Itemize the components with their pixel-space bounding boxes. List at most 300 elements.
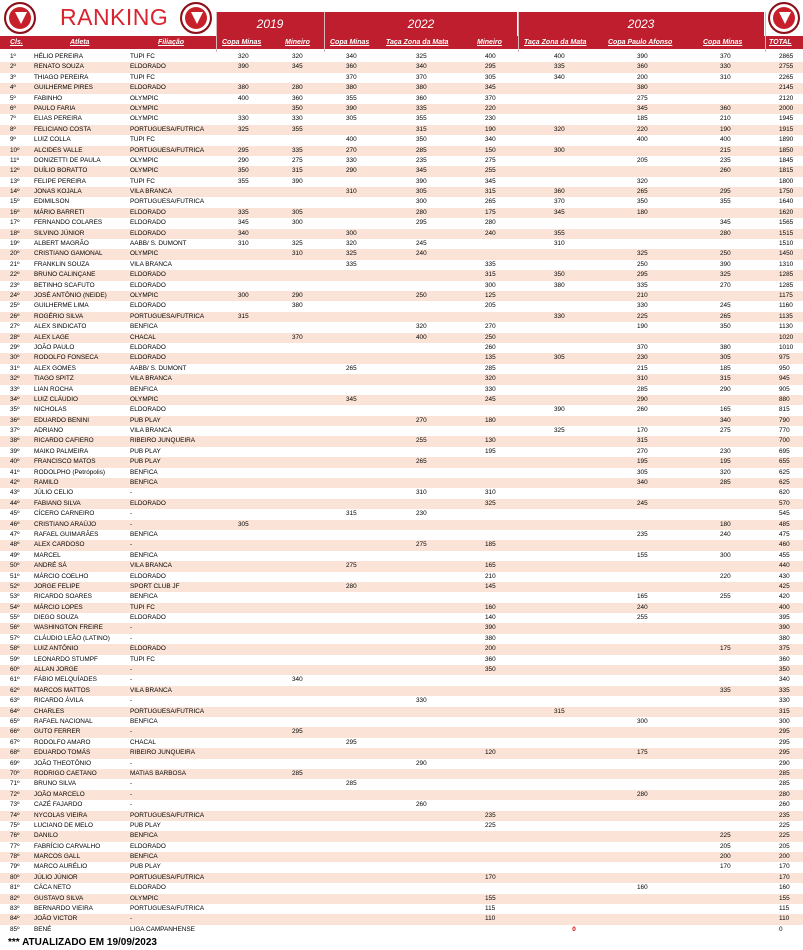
cell-athlete: NICHOLAS bbox=[34, 406, 67, 414]
cell-total: 300 bbox=[779, 718, 790, 725]
cell-copa-minas-2023: 180 bbox=[720, 520, 731, 528]
cell-copa-minas-2019 bbox=[238, 416, 278, 426]
cell-rank: 4º bbox=[10, 84, 16, 92]
cell-copa-minas-2023 bbox=[720, 177, 760, 187]
cell-athlete: CAZÉ FAJARDO bbox=[34, 801, 83, 809]
cell-taca-zona-2022 bbox=[416, 707, 456, 717]
cell-affiliation: PUB PLAY bbox=[130, 821, 161, 829]
cell-copa-minas-2022 bbox=[346, 592, 384, 602]
cell-copa-paulo-afonso bbox=[637, 665, 677, 675]
cell-mineiro-2019: 360 bbox=[292, 94, 303, 102]
cell-total: 425 bbox=[779, 582, 790, 590]
cell-mineiro-2019 bbox=[292, 343, 324, 353]
table-row bbox=[0, 873, 803, 883]
cell-copa-paulo-afonso: 315 bbox=[637, 437, 648, 445]
cell-copa-paulo-afonso: 255 bbox=[637, 614, 648, 622]
cell-taca-zona-2022: 230 bbox=[416, 510, 427, 518]
cell-mineiro-2019 bbox=[292, 862, 324, 872]
cell-mineiro-2019: 330 bbox=[292, 115, 303, 123]
cell-copa-paulo-afonso: 300 bbox=[637, 718, 648, 725]
table-row bbox=[0, 301, 803, 311]
cell-copa-paulo-afonso: 170 bbox=[637, 427, 648, 435]
cell-copa-paulo-afonso: 245 bbox=[637, 499, 648, 507]
cell-copa-paulo-afonso: 380 bbox=[637, 84, 648, 92]
cell-affiliation: VILA BRANCA bbox=[130, 686, 172, 694]
cell-copa-minas-2019 bbox=[238, 852, 278, 862]
table-row bbox=[0, 291, 803, 301]
cell-total: 1850 bbox=[779, 146, 794, 154]
cell-copa-paulo-afonso bbox=[637, 707, 677, 717]
table-row bbox=[0, 914, 803, 924]
table-row bbox=[0, 405, 803, 415]
cell-mineiro-2019 bbox=[292, 135, 324, 145]
cell-total: 430 bbox=[779, 572, 790, 580]
cell-copa-minas-2023 bbox=[720, 623, 760, 633]
cell-affiliation: - bbox=[130, 624, 133, 632]
cell-mineiro-2022: 185 bbox=[485, 541, 496, 549]
cell-taca-zona-2022 bbox=[416, 675, 456, 685]
cell-mineiro-2019 bbox=[292, 426, 324, 436]
cell-mineiro-2019 bbox=[292, 665, 324, 675]
cell-copa-minas-2023 bbox=[720, 727, 760, 737]
cell-copa-minas-2019 bbox=[238, 862, 278, 872]
cell-rank: 71º bbox=[10, 780, 20, 788]
cell-athlete: LUCIANO DE MELO bbox=[34, 821, 93, 829]
cell-mineiro-2022: 135 bbox=[485, 354, 496, 362]
cell-mineiro-2019: 290 bbox=[292, 291, 303, 299]
cell-mineiro-2019 bbox=[292, 385, 324, 395]
cell-affiliation: BENFICA bbox=[130, 479, 158, 487]
cell-taca-zona-2023 bbox=[554, 686, 594, 696]
cell-affiliation: ELDORADO bbox=[130, 572, 166, 580]
cell-taca-zona-2023 bbox=[554, 811, 594, 821]
cell-rank: 35º bbox=[10, 406, 20, 414]
cell-taca-zona-2022: 305 bbox=[416, 188, 427, 196]
cell-affiliation: ELDORADO bbox=[130, 645, 166, 653]
cell-copa-minas-2022 bbox=[346, 696, 384, 706]
cell-athlete: ALLAN JORGE bbox=[34, 666, 79, 674]
cell-copa-minas-2022 bbox=[346, 374, 384, 384]
cell-copa-minas-2019 bbox=[238, 717, 278, 727]
cell-rank: 19º bbox=[10, 240, 20, 248]
cell-copa-minas-2023: 290 bbox=[720, 385, 731, 393]
cell-rank: 29º bbox=[10, 343, 20, 351]
cell-copa-paulo-afonso bbox=[637, 894, 677, 904]
cell-mineiro-2019 bbox=[292, 800, 324, 810]
club-logo-icon bbox=[768, 2, 800, 34]
cell-copa-paulo-afonso bbox=[637, 644, 677, 654]
cell-copa-minas-2019 bbox=[238, 540, 278, 550]
cell-affiliation: ELDORADO bbox=[130, 354, 166, 362]
cell-affiliation: ELDORADO bbox=[130, 614, 166, 622]
cell-copa-minas-2023 bbox=[720, 925, 760, 935]
cell-mineiro-2019 bbox=[292, 364, 324, 374]
cell-athlete: MARCOS MATTOS bbox=[34, 686, 90, 694]
cell-rank: 37º bbox=[10, 427, 20, 435]
cell-copa-minas-2023: 225 bbox=[720, 832, 731, 840]
cell-affiliation: VILA BRANCA bbox=[130, 375, 172, 383]
cell-rank: 51º bbox=[10, 572, 20, 580]
cell-taca-zona-2022 bbox=[416, 520, 456, 530]
cell-copa-paulo-afonso: 320 bbox=[637, 177, 648, 185]
cell-total: 375 bbox=[779, 645, 790, 653]
cell-rank: 30º bbox=[10, 354, 20, 362]
cell-mineiro-2019 bbox=[292, 416, 324, 426]
cell-copa-minas-2022 bbox=[346, 322, 384, 332]
cell-copa-paulo-afonso: 305 bbox=[637, 468, 648, 476]
cell-taca-zona-2023 bbox=[554, 301, 594, 311]
cell-mineiro-2022 bbox=[485, 675, 517, 685]
cell-taca-zona-2022: 360 bbox=[416, 94, 427, 102]
table-row bbox=[0, 520, 803, 530]
cell-rank: 78º bbox=[10, 853, 20, 861]
cell-total: 335 bbox=[779, 686, 790, 694]
table-row bbox=[0, 592, 803, 602]
cell-athlete: NYCOLAS VIEIRA bbox=[34, 811, 88, 819]
cell-rank: 45º bbox=[10, 510, 20, 518]
cell-mineiro-2022: 265 bbox=[485, 198, 496, 206]
cell-athlete: JÚLIO JÚNIOR bbox=[34, 873, 78, 881]
cell-total: 655 bbox=[779, 458, 790, 466]
cell-mineiro-2022 bbox=[485, 727, 517, 737]
cell-copa-minas-2023 bbox=[720, 239, 760, 249]
table-row bbox=[0, 166, 803, 176]
cell-copa-minas-2022: 355 bbox=[346, 94, 357, 102]
cell-taca-zona-2022 bbox=[416, 260, 456, 270]
cell-total: 790 bbox=[779, 416, 790, 424]
cell-rank: 62º bbox=[10, 686, 20, 694]
cell-athlete: DIEGO SOUZA bbox=[34, 614, 79, 622]
cell-copa-minas-2022 bbox=[346, 727, 384, 737]
cell-athlete: PAULO FARIA bbox=[34, 104, 76, 112]
cell-taca-zona-2022 bbox=[416, 229, 456, 239]
cell-mineiro-2019: 305 bbox=[292, 208, 303, 216]
cell-taca-zona-2023 bbox=[554, 634, 594, 644]
cell-rank: 17º bbox=[10, 219, 20, 227]
cell-affiliation: RIBEIRO JUNQUEIRA bbox=[130, 749, 195, 757]
cell-copa-minas-2019 bbox=[238, 364, 278, 374]
cell-mineiro-2022: 200 bbox=[485, 645, 496, 653]
cell-copa-paulo-afonso: 340 bbox=[637, 479, 648, 487]
cell-athlete: FELIPE PEREIRA bbox=[34, 177, 86, 185]
cell-copa-minas-2022 bbox=[346, 675, 384, 685]
cell-copa-minas-2022: 285 bbox=[346, 780, 357, 788]
cell-copa-minas-2019 bbox=[238, 353, 278, 363]
table-row bbox=[0, 187, 803, 197]
cell-copa-minas-2022 bbox=[346, 707, 384, 717]
cell-mineiro-2022 bbox=[485, 239, 517, 249]
cell-copa-paulo-afonso: 295 bbox=[637, 271, 648, 279]
cell-copa-minas-2023: 380 bbox=[720, 343, 731, 351]
cell-taca-zona-2022: 380 bbox=[416, 84, 427, 92]
cell-copa-minas-2022 bbox=[346, 914, 384, 924]
cell-taca-zona-2023 bbox=[554, 135, 594, 145]
cell-athlete: GUTO FERRER bbox=[34, 728, 81, 736]
cell-total: 1515 bbox=[779, 229, 794, 237]
cell-mineiro-2022 bbox=[485, 852, 517, 862]
cell-rank: 83º bbox=[10, 905, 20, 913]
cell-copa-minas-2019: 350 bbox=[238, 167, 249, 175]
cell-total: 770 bbox=[779, 427, 790, 435]
cell-athlete: ADRIANO bbox=[34, 427, 64, 435]
cell-copa-minas-2023: 390 bbox=[720, 260, 731, 268]
cell-taca-zona-2022: 270 bbox=[416, 416, 427, 424]
column-headers bbox=[0, 36, 803, 49]
cell-copa-minas-2023: 240 bbox=[720, 530, 731, 538]
cell-athlete: RICARDO CAFIERO bbox=[34, 437, 94, 445]
cell-copa-minas-2023: 285 bbox=[720, 479, 731, 487]
cell-athlete: ALEX CARDOSO bbox=[34, 541, 85, 549]
cell-mineiro-2019 bbox=[292, 322, 324, 332]
table-row bbox=[0, 883, 803, 893]
cell-copa-paulo-afonso: 175 bbox=[637, 749, 648, 757]
cell-total: 1945 bbox=[779, 115, 794, 123]
cell-copa-minas-2019: 325 bbox=[238, 125, 249, 133]
table-row bbox=[0, 509, 803, 519]
cell-copa-minas-2019: 330 bbox=[238, 115, 249, 123]
cell-taca-zona-2022: 350 bbox=[416, 136, 427, 144]
table-row bbox=[0, 530, 803, 540]
cell-rank: 58º bbox=[10, 645, 20, 653]
cell-affiliation: ELDORADO bbox=[130, 499, 166, 507]
cell-rank: 5º bbox=[10, 94, 16, 102]
cell-affiliation: - bbox=[130, 489, 133, 497]
cell-athlete: FRANCISCO MATOS bbox=[34, 458, 96, 466]
cell-copa-paulo-afonso: 230 bbox=[637, 354, 648, 362]
cell-copa-minas-2019 bbox=[238, 779, 278, 789]
cell-rank: 80º bbox=[10, 873, 20, 881]
table-row bbox=[0, 436, 803, 446]
cell-mineiro-2019 bbox=[292, 488, 324, 498]
cell-copa-minas-2019 bbox=[238, 655, 278, 665]
cell-copa-paulo-afonso: 270 bbox=[637, 447, 648, 455]
cell-mineiro-2019 bbox=[292, 270, 324, 280]
col-header-copa-paulo-afonso: Copa Paulo Afonso bbox=[608, 39, 673, 46]
update-note: *** ATUALIZADO EM 19/09/2023 bbox=[8, 937, 157, 948]
cell-affiliation: AABB/ S. DUMONT bbox=[130, 364, 187, 372]
table-row bbox=[0, 478, 803, 488]
cell-copa-minas-2023 bbox=[720, 769, 760, 779]
cell-copa-minas-2019: 390 bbox=[238, 63, 249, 71]
cell-copa-minas-2022 bbox=[346, 281, 384, 291]
cell-copa-minas-2023: 340 bbox=[720, 416, 731, 424]
cell-copa-minas-2022 bbox=[346, 790, 384, 800]
cell-mineiro-2019 bbox=[292, 623, 324, 633]
cell-mineiro-2022: 275 bbox=[485, 156, 496, 164]
cell-copa-minas-2022 bbox=[346, 291, 384, 301]
cell-taca-zona-2022: 310 bbox=[416, 489, 427, 497]
cell-rank: 9º bbox=[10, 136, 16, 144]
cell-copa-minas-2019 bbox=[238, 343, 278, 353]
table-row bbox=[0, 800, 803, 810]
cell-rank: 33º bbox=[10, 385, 20, 393]
cell-athlete: ALEX GOMES bbox=[34, 364, 76, 372]
cell-copa-minas-2023 bbox=[720, 540, 760, 550]
table-row bbox=[0, 540, 803, 550]
cell-mineiro-2019: 370 bbox=[292, 333, 303, 341]
cell-copa-minas-2023: 275 bbox=[720, 427, 731, 435]
cell-taca-zona-2022 bbox=[416, 447, 456, 457]
cell-affiliation: - bbox=[130, 759, 133, 767]
cell-athlete: CRISTIANO ARAÚJO bbox=[34, 520, 97, 528]
cell-mineiro-2022: 195 bbox=[485, 447, 496, 455]
cell-copa-paulo-afonso bbox=[637, 146, 677, 156]
cell-copa-minas-2022 bbox=[346, 634, 384, 644]
cell-mineiro-2019: 390 bbox=[292, 177, 303, 185]
cell-copa-minas-2019 bbox=[238, 509, 278, 519]
cell-mineiro-2019 bbox=[292, 842, 324, 852]
cell-athlete: MAIKO PALMEIRA bbox=[34, 447, 89, 455]
cell-taca-zona-2022 bbox=[416, 426, 456, 436]
cell-athlete: BENÉ bbox=[34, 925, 52, 933]
cell-athlete: LUIZ ANTÔNIO bbox=[34, 645, 79, 653]
cell-total: 485 bbox=[779, 520, 790, 528]
col-header-cls: Cls. bbox=[10, 39, 23, 46]
cell-copa-paulo-afonso: 165 bbox=[637, 593, 648, 601]
cell-mineiro-2019 bbox=[292, 613, 324, 623]
cell-mineiro-2022: 190 bbox=[485, 125, 496, 133]
cell-taca-zona-2023 bbox=[554, 447, 594, 457]
cell-copa-minas-2023: 265 bbox=[720, 312, 731, 320]
cell-affiliation: ELDORADO bbox=[130, 406, 166, 414]
cell-athlete: EDIMILSON bbox=[34, 198, 70, 206]
cell-taca-zona-2022: 390 bbox=[416, 177, 427, 185]
cell-mineiro-2022: 400 bbox=[485, 53, 496, 60]
cell-taca-zona-2023 bbox=[554, 759, 594, 769]
cell-total: 1915 bbox=[779, 125, 794, 133]
cell-taca-zona-2023: 355 bbox=[554, 229, 565, 237]
cell-mineiro-2019: 340 bbox=[292, 676, 303, 684]
cell-copa-paulo-afonso: 280 bbox=[637, 790, 648, 798]
cell-mineiro-2019 bbox=[292, 655, 324, 665]
cell-mineiro-2022: 165 bbox=[485, 562, 496, 570]
cell-copa-minas-2019 bbox=[238, 333, 278, 343]
cell-taca-zona-2022 bbox=[416, 925, 456, 935]
cell-athlete: LIAN ROCHA bbox=[34, 385, 74, 393]
cell-total: 235 bbox=[779, 811, 790, 819]
cell-copa-minas-2019 bbox=[238, 561, 278, 571]
cell-mineiro-2019 bbox=[292, 457, 324, 467]
cell-athlete: EDUARDO BENINI bbox=[34, 416, 90, 424]
cell-taca-zona-2023 bbox=[554, 842, 594, 852]
cell-copa-minas-2023 bbox=[720, 696, 760, 706]
cell-affiliation: PORTUGUESA/FUTRICA bbox=[130, 811, 205, 819]
cell-taca-zona-2023 bbox=[554, 623, 594, 633]
cell-taca-zona-2022 bbox=[416, 395, 456, 405]
cell-mineiro-2019 bbox=[292, 540, 324, 550]
cell-affiliation: BENFICA bbox=[130, 593, 158, 601]
table-row bbox=[0, 457, 803, 467]
cell-taca-zona-2022 bbox=[416, 613, 456, 623]
cell-rank: 67º bbox=[10, 738, 20, 746]
cell-athlete: MARCOS GALL bbox=[34, 853, 81, 861]
cell-taca-zona-2022 bbox=[416, 894, 456, 904]
table-row bbox=[0, 675, 803, 685]
table-row bbox=[0, 125, 803, 135]
cell-rank: 22º bbox=[10, 271, 20, 279]
cell-copa-minas-2023: 295 bbox=[720, 188, 731, 196]
table-row bbox=[0, 249, 803, 259]
cell-copa-minas-2022: 295 bbox=[346, 738, 357, 746]
cell-mineiro-2022: 270 bbox=[485, 323, 496, 331]
cell-total: 2000 bbox=[779, 104, 794, 112]
cell-total: 295 bbox=[779, 728, 790, 736]
cell-taca-zona-2023 bbox=[554, 364, 594, 374]
cell-mineiro-2019 bbox=[292, 447, 324, 457]
cell-copa-minas-2019: 300 bbox=[238, 291, 249, 299]
cell-rank: 75º bbox=[10, 821, 20, 829]
cell-copa-minas-2019: 290 bbox=[238, 156, 249, 164]
cell-affiliation: - bbox=[130, 697, 133, 705]
table-row bbox=[0, 177, 803, 187]
cell-mineiro-2019 bbox=[292, 904, 324, 914]
cell-taca-zona-2023 bbox=[554, 655, 594, 665]
cell-copa-minas-2023: 220 bbox=[720, 572, 731, 580]
cell-copa-minas-2023: 330 bbox=[720, 63, 731, 71]
cell-copa-minas-2022 bbox=[346, 405, 384, 415]
cell-copa-minas-2023 bbox=[720, 790, 760, 800]
table-row bbox=[0, 416, 803, 426]
cell-rank: 16º bbox=[10, 208, 20, 216]
cell-taca-zona-2022: 320 bbox=[416, 323, 427, 331]
cell-copa-minas-2022 bbox=[346, 603, 384, 613]
cell-taca-zona-2023 bbox=[554, 94, 594, 104]
cell-taca-zona-2022 bbox=[416, 301, 456, 311]
cell-copa-minas-2023 bbox=[720, 83, 760, 93]
cell-mineiro-2019 bbox=[292, 852, 324, 862]
cell-copa-minas-2022 bbox=[346, 551, 384, 561]
cell-copa-minas-2022 bbox=[346, 852, 384, 862]
cell-mineiro-2022 bbox=[485, 457, 517, 467]
table-row bbox=[0, 623, 803, 633]
cell-copa-minas-2022: 345 bbox=[346, 395, 357, 403]
table-row bbox=[0, 769, 803, 779]
cell-affiliation: PUB PLAY bbox=[130, 863, 161, 871]
cell-copa-minas-2023 bbox=[720, 208, 760, 218]
club-logo-icon bbox=[4, 2, 36, 34]
cell-copa-minas-2023 bbox=[720, 613, 760, 623]
cell-mineiro-2019: 325 bbox=[292, 240, 303, 248]
cell-taca-zona-2022 bbox=[416, 572, 456, 582]
cell-copa-paulo-afonso bbox=[637, 904, 677, 914]
cell-copa-minas-2019: 340 bbox=[238, 229, 249, 237]
cell-affiliation: - bbox=[130, 780, 133, 788]
cell-rank: 59º bbox=[10, 655, 20, 663]
cell-copa-minas-2019 bbox=[238, 925, 278, 935]
cell-affiliation: PORTUGUESA/FUTRICA bbox=[130, 125, 205, 133]
cell-taca-zona-2022 bbox=[416, 717, 456, 727]
cell-athlete: JOSÉ ANTÔNIO (NEIDE) bbox=[34, 291, 107, 299]
cell-athlete: FELICIANO COSTA bbox=[34, 125, 92, 133]
cell-mineiro-2022: 345 bbox=[485, 177, 496, 185]
col-header-copa-minas-2019: Copa Minas bbox=[222, 39, 262, 46]
cell-copa-minas-2023 bbox=[720, 779, 760, 789]
table-row bbox=[0, 218, 803, 228]
cell-athlete: RODOLPHO (Petrópolis) bbox=[34, 468, 106, 476]
cell-mineiro-2019 bbox=[292, 603, 324, 613]
cell-taca-zona-2022 bbox=[416, 592, 456, 602]
cell-taca-zona-2023: 350 bbox=[554, 271, 565, 279]
cell-total: 545 bbox=[779, 510, 790, 518]
cell-taca-zona-2023 bbox=[554, 166, 594, 176]
cell-copa-paulo-afonso: 160 bbox=[637, 884, 648, 892]
cell-copa-minas-2019 bbox=[238, 572, 278, 582]
cell-athlete: SILVINO JÚNIOR bbox=[34, 229, 85, 237]
cell-affiliation: PUB PLAY bbox=[130, 416, 161, 424]
header bbox=[0, 0, 803, 36]
cell-copa-minas-2022: 265 bbox=[346, 364, 357, 372]
cell-taca-zona-2023 bbox=[554, 436, 594, 446]
